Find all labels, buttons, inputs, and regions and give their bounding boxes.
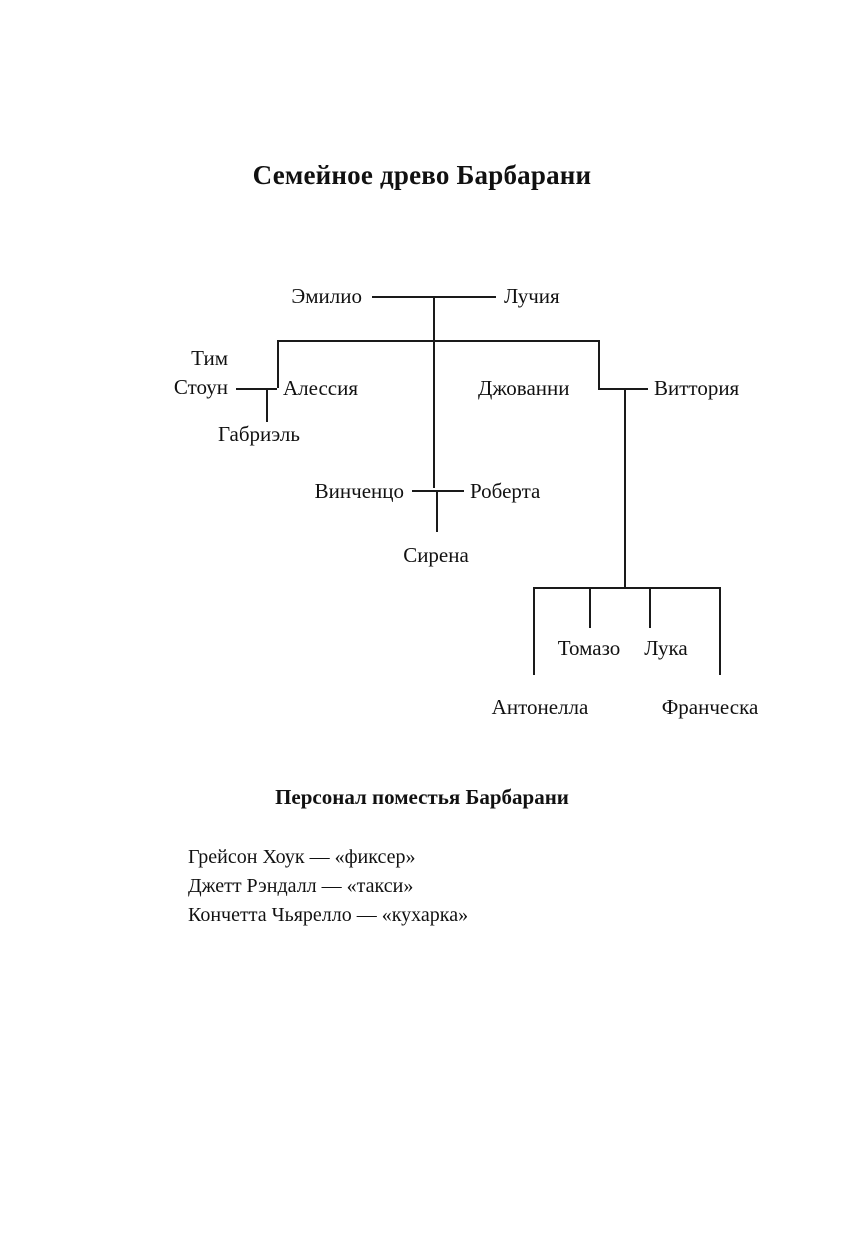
staff-heading: Персонал поместья Барбарани: [275, 785, 569, 809]
node-vincenzo: Винченцо: [314, 479, 404, 503]
connector-drop-alessia: [277, 340, 279, 388]
node-giovanni: Джованни: [478, 376, 570, 400]
connector-gen2-bus: [277, 340, 600, 342]
connector-gen3-bus: [533, 587, 721, 589]
staff-list: [188, 843, 708, 930]
connector-gen1-drop: [433, 296, 435, 340]
node-vittoria: Виттория: [654, 376, 740, 400]
node-tomazo: Томазо: [557, 636, 621, 660]
connector-drop-luka: [649, 587, 651, 628]
node-tim-stone-line2: Стоун: [173, 375, 228, 399]
connector-gen3-drop: [624, 388, 626, 588]
node-alessia: Алессия: [283, 376, 359, 400]
connector-drop-giovanni: [598, 340, 600, 388]
connector-tim-alessia: [236, 388, 277, 390]
node-emilio: Эмилио: [291, 284, 362, 308]
list-item: Кончетта Чьярелло — «кухарка»: [188, 904, 469, 926]
list-item: Джетт Рэндалл — «такси»: [188, 875, 414, 897]
connector-drop-tomazo: [589, 587, 591, 628]
node-antonella: Антонелла: [491, 695, 589, 719]
node-sirena: Сирена: [403, 543, 469, 567]
node-tim-stone-line1: Тим: [191, 346, 228, 370]
connector-drop-antonella: [533, 587, 535, 675]
node-gabriel: Габриэль: [217, 422, 300, 446]
connector-drop-gabriel: [266, 388, 268, 422]
connector-giovanni-vittoria: [598, 388, 648, 390]
node-luka: Лука: [644, 636, 688, 660]
list-item: Грейсон Хоук — «фиксер»: [188, 846, 416, 868]
node-roberta: Роберта: [470, 479, 541, 503]
node-lucia: Лучия: [504, 284, 560, 308]
page-title: Семейное древо Барбарани: [252, 160, 592, 190]
connector-vincenzo-roberta: [412, 490, 464, 492]
connector-drop-francheska: [719, 587, 721, 675]
connector-drop-sirena: [436, 490, 438, 532]
connector-drop-vincenzo: [433, 340, 435, 488]
node-francheska: Франческа: [661, 695, 759, 719]
